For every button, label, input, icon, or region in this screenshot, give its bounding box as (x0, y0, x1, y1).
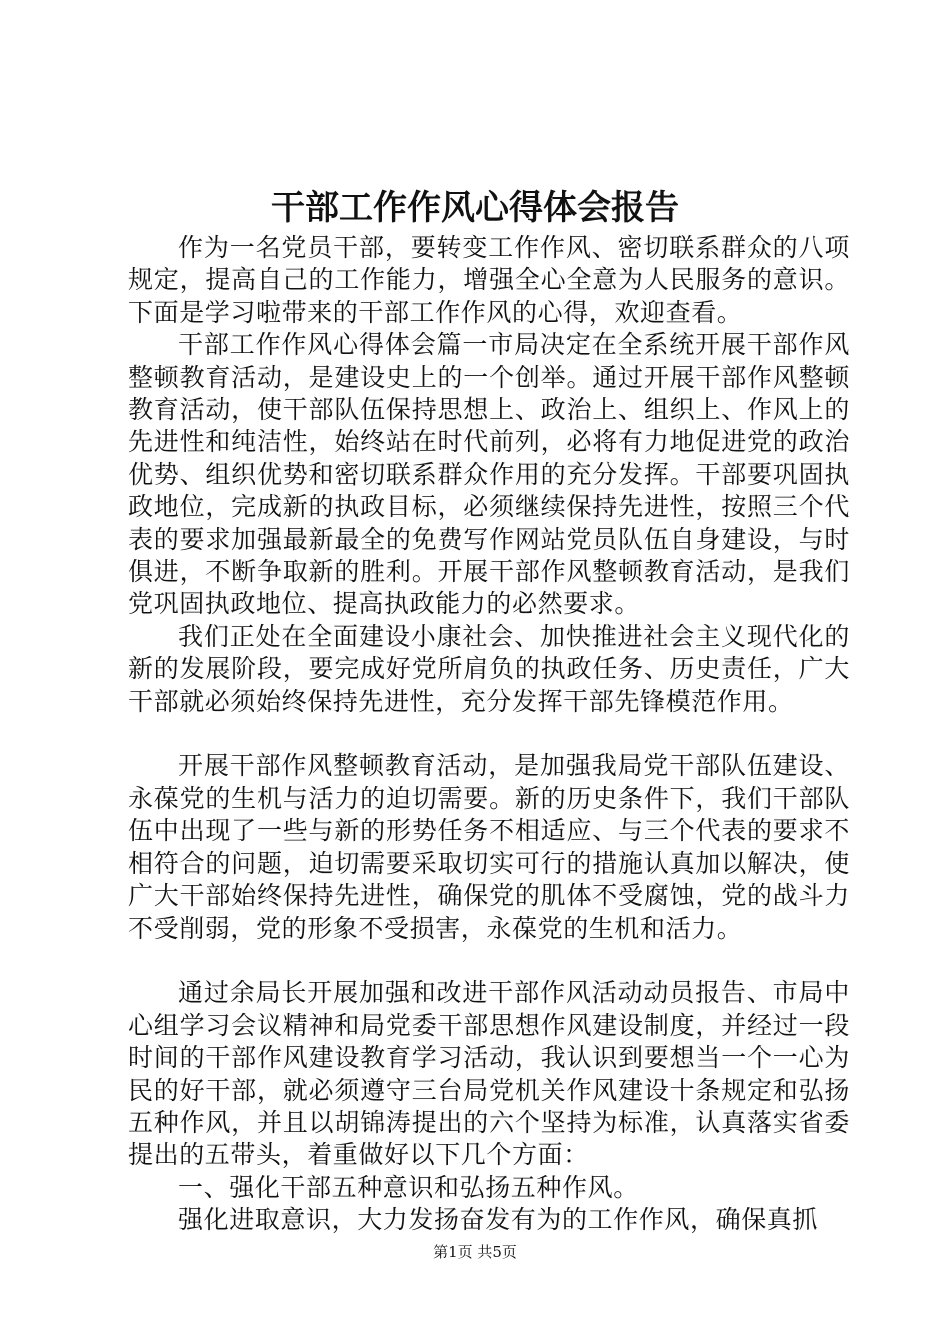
document-title: 干部工作作风心得体会报告 (271, 188, 679, 228)
paragraph-5: 强化进取意识，大力发扬奋发有为的工作作风，确保真抓 (178, 1205, 819, 1235)
paragraph-intro: 作为一名党员干部，要转变工作作风、密切联系群众的八项规定，提高自己的工作能力，增强全心全意为人民服务的意识。下面是学习啦带来的干部工作作风的心得，欢迎查看。 (128, 233, 850, 327)
paragraph-4: 通过余局长开展加强和改进干部作风活动动员报告、市局中心组学习会议精神和局党委干部思想作风建设制度，并经过一段时间的干部作风建设教育学习活动，我认识到要想当一个一心为民的好干部，就必须遵守三台局党机关作风建设十条规定和弘扬五种作风，并且以胡锦涛提出的六个坚持为标准，认真落实省委提出的五带头，着重做好以下几个方面： (128, 978, 850, 1170)
page-footer (0, 1242, 950, 1262)
paragraph-1: 干部工作作风心得体会篇一市局决定在全系统开展干部作风整顿教育活动，是建设史上的一个创举。通过开展干部作风整顿教育活动，使干部队伍保持思想上、政治上、组织上、作风上的先进性和纯洁性，始终站在时代前列，必将有力地促进党的政治优势、组织优势和密切联系群众作用的充分发挥。干部要巩固执政地位，完成新的执政目标，必须继续保持先进性，按照三个代表的要求加强最新最全的免费写作网站党员队伍自身建设，与时俱进，不断争取新的胜利。开展干部作风整顿教育活动，是我们党巩固执政地位、提高执政能力的必然要求。 (128, 330, 850, 619)
page-number: 第1页 (433, 1243, 473, 1261)
page-total: 共5页 (477, 1243, 517, 1261)
document-body (128, 232, 850, 1237)
paragraph-2: 我们正处在全面建设小康社会、加快推进社会主义现代化的新的发展阶段，要完成好党所肩负的执政任务、历史责任，广大干部就必须始终保持先进性，充分发挥干部先锋模范作用。 (128, 621, 850, 716)
paragraph-3: 开展干部作风整顿教育活动，是加强我局党干部队伍建设、永葆党的生机与活力的迫切需要。新的历史条件下，我们干部队伍中出现了一些与新的形势任务不相适应、与三个代表的要求不相符合的问题，迫切需要采取切实可行的措施认真加以解决，使广大干部始终保持先进性，确保党的肌体不受腐蚀，党的战斗力不受削弱，党的形象不受损害，永葆党的生机和活力。 (128, 751, 850, 943)
section-heading: 一、强化干部五种意识和弘扬五种作风。 (178, 1172, 639, 1202)
paragraph-gap (128, 945, 850, 977)
paragraph-gap (128, 718, 850, 750)
